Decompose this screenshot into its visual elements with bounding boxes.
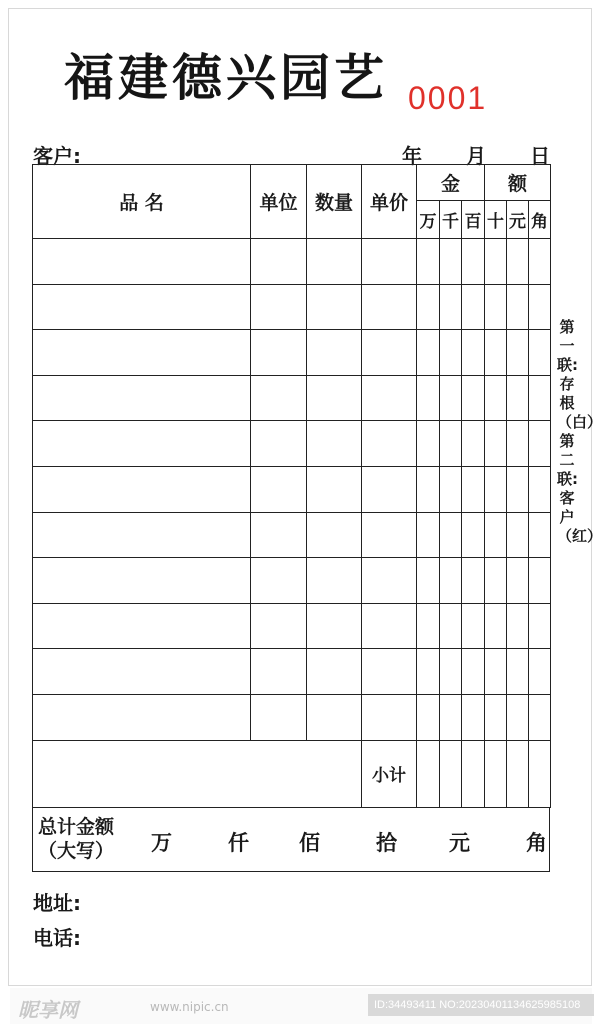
- entry-cell[interactable]: [507, 284, 529, 330]
- entry-cell[interactable]: [362, 512, 417, 558]
- total-amount-row: [32, 807, 550, 872]
- entry-cell[interactable]: [307, 649, 362, 695]
- entry-cell[interactable]: [362, 694, 417, 740]
- entry-cell[interactable]: [529, 239, 551, 285]
- entry-cell[interactable]: [507, 694, 529, 740]
- month-label: 月: [466, 144, 486, 168]
- entry-cell[interactable]: [462, 330, 485, 376]
- serial-number: 0001: [408, 80, 488, 116]
- entry-cell[interactable]: [307, 284, 362, 330]
- entry-cell[interactable]: [440, 603, 462, 649]
- entry-cell[interactable]: [33, 694, 251, 740]
- entry-cell[interactable]: [462, 466, 485, 512]
- entry-cell[interactable]: [529, 649, 551, 695]
- entry-cell[interactable]: [251, 558, 307, 604]
- watermark-url: www.nipic.cn: [150, 1000, 229, 1014]
- entry-cell[interactable]: [507, 421, 529, 467]
- entry-cell[interactable]: [307, 375, 362, 421]
- entry-cell[interactable]: [529, 603, 551, 649]
- entry-cell[interactable]: [462, 649, 485, 695]
- table-row: [33, 239, 551, 285]
- digit-header-cell: 角: [529, 201, 551, 239]
- entry-cell[interactable]: [485, 694, 507, 740]
- subtotal-digit-cell[interactable]: [485, 740, 507, 807]
- entry-cell[interactable]: [307, 421, 362, 467]
- watermark-id: ID:34493411 NO:20230401134625985108: [368, 994, 594, 1016]
- entry-cell[interactable]: [507, 466, 529, 512]
- col-unit-header: 单位: [251, 165, 307, 239]
- entry-cell[interactable]: [485, 330, 507, 376]
- entry-cell[interactable]: [462, 558, 485, 604]
- entry-cell[interactable]: [362, 375, 417, 421]
- entry-cell[interactable]: [529, 375, 551, 421]
- entry-cell[interactable]: [507, 239, 529, 285]
- entry-cell[interactable]: [529, 284, 551, 330]
- entry-cell[interactable]: [251, 466, 307, 512]
- entry-cell[interactable]: [440, 330, 462, 376]
- subtotal-digit-cell[interactable]: [507, 740, 529, 807]
- entry-cell[interactable]: [307, 239, 362, 285]
- entry-cell[interactable]: [33, 284, 251, 330]
- entry-cell[interactable]: [440, 694, 462, 740]
- year-label: 年: [402, 144, 422, 168]
- entry-cell[interactable]: [362, 239, 417, 285]
- subtotal-digit-cell[interactable]: [440, 740, 462, 807]
- unit-jiao: 角: [526, 831, 547, 855]
- entry-cell[interactable]: [362, 558, 417, 604]
- entry-cell[interactable]: [251, 375, 307, 421]
- phone-label: 电话:: [33, 926, 81, 950]
- entry-cell[interactable]: [485, 375, 507, 421]
- table-row: [33, 466, 551, 512]
- entry-cell[interactable]: [529, 330, 551, 376]
- customer-label: 客户:: [33, 144, 81, 168]
- entry-cell[interactable]: [440, 558, 462, 604]
- entry-cell[interactable]: [33, 512, 251, 558]
- entry-cell[interactable]: [507, 330, 529, 376]
- entry-cell[interactable]: [362, 466, 417, 512]
- entry-cell[interactable]: [440, 239, 462, 285]
- day-label: 日: [530, 144, 550, 168]
- col-name-header: 品 名: [33, 165, 251, 239]
- subtotal-row: [33, 740, 551, 807]
- subtotal-digit-cell[interactable]: [529, 740, 551, 807]
- entry-cell[interactable]: [440, 421, 462, 467]
- table-row: [33, 512, 551, 558]
- entry-cell[interactable]: [485, 466, 507, 512]
- digit-header-cell: 十: [485, 201, 507, 239]
- subtotal-blank-cell[interactable]: [33, 740, 362, 807]
- entry-cell[interactable]: [33, 558, 251, 604]
- entry-cell[interactable]: [362, 284, 417, 330]
- amount-header-left: 金: [417, 165, 485, 201]
- entry-cell[interactable]: [417, 421, 440, 467]
- digit-header-cell: 百: [462, 201, 485, 239]
- table-row: [33, 284, 551, 330]
- entry-cell[interactable]: [362, 603, 417, 649]
- entry-cell[interactable]: [462, 421, 485, 467]
- entry-cell[interactable]: [307, 466, 362, 512]
- entry-cell[interactable]: [307, 558, 362, 604]
- entry-cell[interactable]: [485, 512, 507, 558]
- subtotal-digit-cell[interactable]: [462, 740, 485, 807]
- table-row: [33, 330, 551, 376]
- entry-cell[interactable]: [251, 284, 307, 330]
- table-row: [33, 558, 551, 604]
- entry-cell[interactable]: [251, 603, 307, 649]
- entry-cell[interactable]: [462, 375, 485, 421]
- entry-cell[interactable]: [485, 421, 507, 467]
- total-label-line1: 总计金额: [38, 816, 115, 838]
- copy-note: 第一联:存根（白）第二联:客户（红）: [557, 318, 602, 545]
- unit-shi: 拾: [376, 831, 397, 855]
- entry-cell[interactable]: [462, 284, 485, 330]
- entry-cell[interactable]: [440, 466, 462, 512]
- entry-cell[interactable]: [307, 603, 362, 649]
- entry-cell[interactable]: [33, 603, 251, 649]
- entry-cell[interactable]: [462, 239, 485, 285]
- entry-cell[interactable]: [417, 284, 440, 330]
- digit-header-cell: 千: [440, 201, 462, 239]
- entry-cell[interactable]: [417, 375, 440, 421]
- entry-cell[interactable]: [462, 694, 485, 740]
- entry-cell[interactable]: [507, 649, 529, 695]
- entry-cell[interactable]: [417, 603, 440, 649]
- entry-cell[interactable]: [417, 694, 440, 740]
- entry-cell[interactable]: [485, 649, 507, 695]
- entry-cell[interactable]: [529, 558, 551, 604]
- entry-cell[interactable]: [485, 603, 507, 649]
- digit-header-cell: 元: [507, 201, 529, 239]
- entry-cell[interactable]: [251, 512, 307, 558]
- entry-cell[interactable]: [33, 239, 251, 285]
- entry-cell[interactable]: [307, 512, 362, 558]
- company-title: 福建德兴园艺: [64, 48, 388, 107]
- unit-qian: 仟: [228, 831, 249, 855]
- amount-header-right: 额: [485, 165, 551, 201]
- entry-cell[interactable]: [417, 466, 440, 512]
- watermark-logo: 昵享网: [18, 998, 78, 1022]
- entry-cell[interactable]: [529, 466, 551, 512]
- entry-cell[interactable]: [529, 421, 551, 467]
- digit-header-cell: 万: [417, 201, 440, 239]
- entry-cell[interactable]: [507, 375, 529, 421]
- entry-cell[interactable]: [251, 330, 307, 376]
- entry-cell[interactable]: [251, 239, 307, 285]
- entry-cell[interactable]: [529, 512, 551, 558]
- entry-cell[interactable]: [440, 284, 462, 330]
- entry-cell[interactable]: [251, 421, 307, 467]
- address-label: 地址:: [33, 891, 81, 915]
- entry-cell[interactable]: [307, 330, 362, 376]
- col-price-header: 单价: [362, 165, 417, 239]
- entry-cell[interactable]: [507, 603, 529, 649]
- entry-cell[interactable]: [417, 558, 440, 604]
- entry-cell[interactable]: [417, 330, 440, 376]
- entry-cell[interactable]: [362, 649, 417, 695]
- entry-cell[interactable]: [307, 694, 362, 740]
- entry-cell[interactable]: [33, 375, 251, 421]
- entry-cell[interactable]: [440, 375, 462, 421]
- entry-cell[interactable]: [529, 694, 551, 740]
- entry-cell[interactable]: [417, 649, 440, 695]
- table-row: [33, 603, 551, 649]
- unit-wan: 万: [151, 831, 172, 855]
- entry-cell[interactable]: [485, 284, 507, 330]
- table-row: [33, 375, 551, 421]
- entry-cell[interactable]: [33, 466, 251, 512]
- table-row: [33, 694, 551, 740]
- unit-yuan: 元: [449, 831, 470, 855]
- entry-cell[interactable]: [462, 603, 485, 649]
- entry-cell[interactable]: [485, 558, 507, 604]
- entry-cell[interactable]: [251, 694, 307, 740]
- entry-cell[interactable]: [440, 649, 462, 695]
- entry-cell[interactable]: [251, 649, 307, 695]
- entry-cell[interactable]: [417, 512, 440, 558]
- subtotal-digit-cell[interactable]: [417, 740, 440, 807]
- entry-cell[interactable]: [462, 512, 485, 558]
- entry-cell[interactable]: [417, 239, 440, 285]
- entry-cell[interactable]: [485, 239, 507, 285]
- entry-cell[interactable]: [362, 330, 417, 376]
- entry-cell[interactable]: [507, 512, 529, 558]
- table-row: [33, 649, 551, 695]
- total-label-line2: （大写）: [38, 840, 115, 862]
- subtotal-label: 小计: [362, 740, 417, 807]
- total-amount-label: [38, 815, 114, 863]
- table-row: [33, 421, 551, 467]
- entry-cell[interactable]: [440, 512, 462, 558]
- entry-cell[interactable]: [362, 421, 417, 467]
- entry-cell[interactable]: [33, 649, 251, 695]
- invoice-table: [32, 164, 551, 808]
- col-qty-header: 数量: [307, 165, 362, 239]
- unit-bai: 佰: [299, 831, 320, 855]
- entry-cell[interactable]: [33, 330, 251, 376]
- entry-cell[interactable]: [33, 421, 251, 467]
- entry-cell[interactable]: [507, 558, 529, 604]
